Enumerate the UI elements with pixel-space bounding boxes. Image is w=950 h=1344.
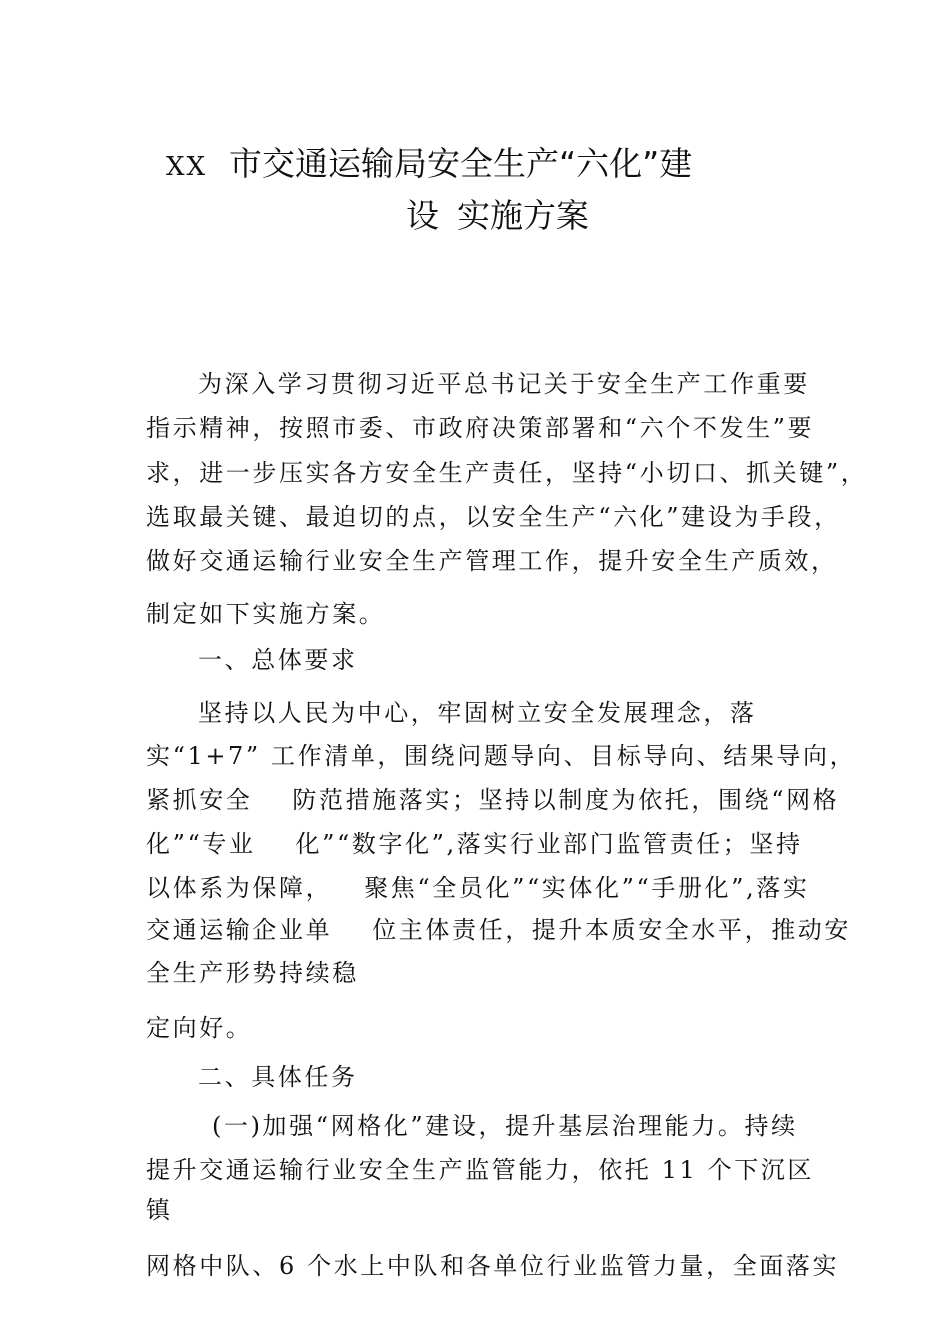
paragraph-line: 提升交通运输行业安全生产监管能力，依托 11 个下沉区 — [146, 1156, 814, 1184]
paragraph-line: 网格中队、6 个水上中队和各单位行业监管力量，全面落实 — [146, 1252, 840, 1280]
document-title-line-2 — [0, 196, 950, 236]
line-fragment: 交通运输企业单 — [146, 916, 333, 944]
title-line-2-part-b: 实施方案 — [457, 196, 589, 235]
line-fragment: 防范措施落实；坚持以制度为依托，围绕“网格 — [292, 786, 840, 814]
paragraph-line: 指示精神，按照市委、市政府决策部署和“六个不发生”要 — [146, 414, 815, 442]
paragraph-line: 坚持以人民为中心，牢固树立安全发展理念，落 — [198, 699, 757, 727]
title-line-2-part-a: 设 — [406, 196, 439, 235]
title-line-1-text: 市交通运输局安全生产“六化”建 — [229, 144, 693, 183]
line-fragment: 以体系为保障， — [146, 874, 333, 902]
paragraph-line: 做好交通运输行业安全生产管理工作，提升安全生产质效， — [146, 547, 838, 575]
section-heading: 一、总体要求 — [198, 646, 358, 674]
paragraph-line: 镇 — [146, 1196, 173, 1224]
line-fragment: 化”“数字化”,落实行业部门监管责任；坚持 — [295, 830, 803, 858]
paragraph-line: 制定如下实施方案。 — [146, 600, 386, 628]
paragraph-line: 全生产形势持续稳 — [146, 959, 359, 987]
line-fragment: 位主体责任，提升本质安全水平，推动安 — [372, 916, 852, 944]
paragraph-line: 为深入学习贯彻习近平总书记关于安全生产工作重要 — [198, 370, 810, 398]
paragraph-line: (一)加强“网格化”建设，提升基层治理能力。持续 — [212, 1112, 798, 1140]
section-heading: 二、具体任务 — [198, 1063, 358, 1091]
paragraph-line — [146, 784, 839, 816]
paragraph-line: 选取最关键、最迫切的点，以安全生产“六化”建设为手段， — [146, 503, 841, 531]
paragraph-line: 定向好。 — [146, 1014, 253, 1042]
title-prefix: XX — [166, 152, 208, 182]
paragraph-line: 实“1+7” 工作清单，围绕问题导向、目标导向、结果导向， — [146, 742, 857, 770]
paragraph-line — [146, 828, 803, 860]
paragraph-line — [146, 872, 809, 904]
line-fragment: 化”“专业 — [146, 830, 256, 858]
line-fragment: 聚焦“全员化”“实体化”“手册化”,落实 — [364, 874, 810, 902]
line-fragment: 紧抓安全 — [146, 786, 253, 814]
paragraph-line: 求，进一步压实各方安全生产责任，坚持“小切口、抓关键”， — [146, 459, 868, 487]
paragraph-line — [146, 914, 851, 946]
document-title-line-1 — [0, 144, 950, 187]
